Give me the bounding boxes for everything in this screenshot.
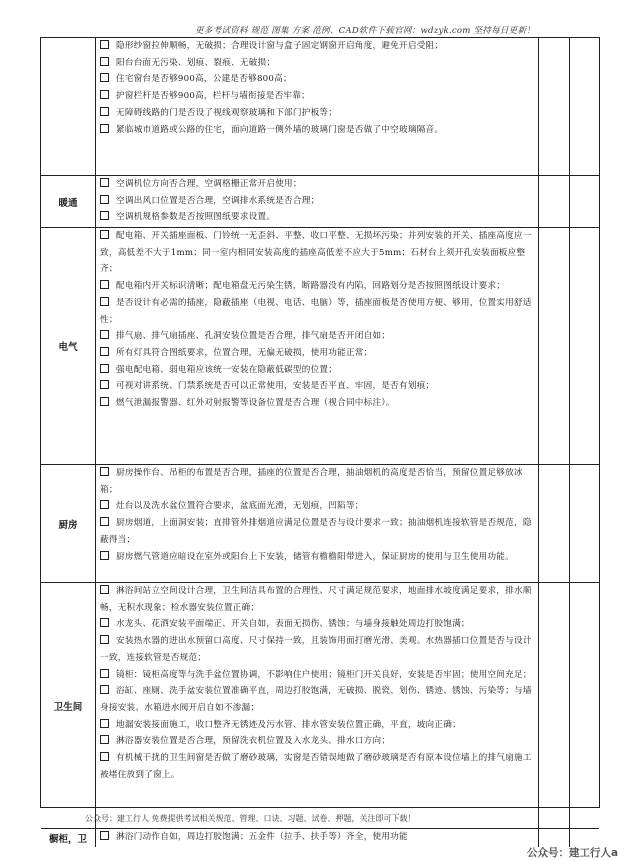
watermark-text: 公众号：建工行人a bbox=[527, 847, 619, 859]
section-bathroom bbox=[41, 582, 599, 828]
check-item: 地漏安装接面施工，收口整齐无锈迹及污水管、排水管安装位置正确，平直，坡向正确； bbox=[96, 717, 538, 734]
check-column-2 bbox=[570, 583, 599, 828]
check-column-1 bbox=[539, 176, 570, 227]
checkbox-icon[interactable] bbox=[100, 330, 109, 339]
check-item: 护窗栏杆是否够900高，栏杆与墙衔接是否牢靠； bbox=[96, 88, 538, 105]
check-item: 安装热水器的进出水预留口高度、尺寸保持一致，且装饰用面打磨光滑、美观。水热器插口位置是否与设计一致，连接软管是否规范； bbox=[100, 636, 532, 663]
category-cell bbox=[41, 38, 96, 175]
checkbox-icon[interactable] bbox=[100, 297, 109, 306]
check-column-1 bbox=[539, 228, 570, 464]
check-item: 水龙头、花洒安装平面端正、开关自如，表面无损伤、锈蚀；与墙身接触处周边打胶饱满； bbox=[96, 616, 538, 633]
checkbox-icon[interactable] bbox=[100, 669, 109, 678]
checkbox-icon[interactable] bbox=[100, 73, 109, 82]
check-column-1 bbox=[539, 583, 570, 828]
check-item: 强电配电箱、弱电箱应该统一安装在隐蔽低碳型的位置； bbox=[96, 362, 538, 379]
checkbox-icon[interactable] bbox=[100, 500, 109, 509]
checkbox-icon[interactable] bbox=[100, 585, 109, 594]
check-item: 配电箱、开关插座面板、门铃统一无歪斜、平整、收口平整、无损坏污染；并列安装的开关、插座高度应一致，高低差不大于1mm；同一室内相同安装高度的插座高低差不应大于5mm；石材台上须开孔安装面板应整齐； bbox=[100, 231, 532, 275]
check-item: 是否设计有必需的插座，隐蔽插座（电视、电话、电脑）等，插座面板是否使用方便、够用，位置实用舒适性； bbox=[100, 297, 532, 325]
checkbox-icon[interactable] bbox=[100, 719, 109, 728]
check-item: 空调机规格参数是否按照图纸要求设置。 bbox=[96, 209, 538, 226]
check-item: 隐形纱窗拉伸顺畅，无破损；合理设计窗与盒子固定钢窗开启角度，避免开启受阻； bbox=[96, 38, 538, 55]
check-item: 淋浴门动作自如，周边打胶饱满；五金件（拉手、扶手等）齐全，使用功能 bbox=[96, 829, 538, 846]
checkbox-icon[interactable] bbox=[100, 635, 109, 644]
checkbox-icon[interactable] bbox=[100, 230, 109, 239]
items-cell bbox=[96, 583, 539, 828]
category-cell: 厨房 bbox=[41, 465, 96, 582]
checkbox-icon[interactable] bbox=[100, 107, 109, 116]
check-item: 厨房燃气管道应暗设在室外或阳台上下安装，储管有檐檐阳带进入，保证厨房的使用与卫生使用功能。 bbox=[96, 549, 538, 566]
check-item: 淋浴器安装位置是否合理，预留洗衣机位置及入水龙头、排水口方向； bbox=[96, 733, 538, 750]
checkbox-icon[interactable] bbox=[100, 467, 109, 476]
check-column-1 bbox=[539, 465, 570, 582]
checkbox-icon[interactable] bbox=[100, 397, 109, 406]
items-cell bbox=[96, 829, 539, 847]
checkbox-icon[interactable] bbox=[100, 380, 109, 389]
check-item: 空调机位方向否合理，空调格栅正常开启使用； bbox=[96, 176, 538, 193]
checkbox-icon[interactable] bbox=[100, 735, 109, 744]
check-item: 无障碍线路的门是否设了视线观察玻璃和下部门护板等； bbox=[96, 105, 538, 122]
checkbox-icon[interactable] bbox=[100, 752, 109, 761]
items-cell bbox=[96, 228, 539, 464]
checkbox-icon[interactable] bbox=[100, 831, 109, 840]
section-windows bbox=[41, 38, 599, 175]
checkbox-icon[interactable] bbox=[100, 347, 109, 356]
check-column-2 bbox=[570, 228, 599, 464]
checkbox-icon[interactable] bbox=[100, 57, 109, 66]
check-item: 浴缸、座厕、洗手盆安装位置准确平直，周边打胶饱满，无破损、脱瓷、划伤、锈迹、锈蚀、污染等；与墙身接安装、水箱进水阀开启自如不渗漏； bbox=[100, 686, 532, 713]
checkbox-icon[interactable] bbox=[100, 178, 109, 187]
check-item: 配电箱内开关标识清晰；配电箱盘无污染生锈，断路器没有内陷，回路划分是否按照图纸设计要求； bbox=[96, 278, 538, 295]
page-header: 更多考试资料 规范 图集 方案 范例、CAD软件下载官网：wdzyk.com 坚持每日更新！ bbox=[195, 26, 536, 36]
section-hvac bbox=[41, 175, 599, 227]
check-item: 可视对讲系统、门禁系统是否可以正常使用，安装是否平直、牢固，是否有划痕； bbox=[96, 378, 538, 395]
checkbox-icon[interactable] bbox=[100, 90, 109, 99]
check-item: 厨房烟道，上面洞安装；直排管外排烟道应满足位置是否与设计要求一致；抽油烟机连接软管是否规范，隐蔽得当； bbox=[100, 518, 532, 545]
section-cabinet bbox=[41, 828, 599, 847]
check-item: 燃气泄漏报警器、红外对射报警等设备位置是否合理（视合同中标注）。 bbox=[96, 395, 538, 412]
checkbox-icon[interactable] bbox=[100, 195, 109, 204]
category-cell: 橱柜，卫 bbox=[41, 829, 96, 847]
category-cell: 暖通 bbox=[41, 176, 96, 227]
items-cell bbox=[96, 38, 539, 175]
footer-note: 公众号：建工行人 免费提供考试相关规范、管理、口诀、习题、试卷、押题，关注即可下载！ bbox=[85, 814, 416, 823]
check-item: 淋浴间站立空间设计合理，卫生间洁具布置的合理性、尺寸满足规范要求，地面排水坡度满足要求，排水顺畅，无积水现象；检水器安装位置正确； bbox=[100, 586, 532, 613]
check-item: 阳台台面无污染、划痕、裂痕、无破损； bbox=[96, 55, 538, 72]
checkbox-icon[interactable] bbox=[100, 551, 109, 560]
check-item: 住宅窗台是否够900高，公建是否够800高； bbox=[96, 71, 538, 88]
checkbox-icon[interactable] bbox=[100, 124, 109, 133]
checkbox-icon[interactable] bbox=[100, 40, 109, 49]
check-column-1 bbox=[539, 38, 570, 175]
section-electrical bbox=[41, 227, 599, 464]
check-item: 所有灯具符合图纸要求，位置合理，无偏无破损，使用功能正常； bbox=[96, 345, 538, 362]
section-kitchen bbox=[41, 464, 599, 582]
check-item: 厨房操作台、吊柜的布置是否合理，插座的位置是否合理，抽油烟机的高度是否恰当，预留位置足够放冰箱； bbox=[100, 468, 523, 495]
check-item: 紧临城市道路或公路的住宅，面向道路一侧外墙的玻璃门窗是否做了中空玻璃隔音。 bbox=[96, 122, 538, 139]
check-column-2 bbox=[570, 38, 599, 175]
checkbox-icon[interactable] bbox=[100, 280, 109, 289]
check-item: 镜柜：镜柜高度等与洗手盆位置协调，不影响住户使用；镜柜门开关良好，安装是否牢固；使用空间充足； bbox=[96, 667, 538, 684]
checkbox-icon[interactable] bbox=[100, 364, 109, 373]
items-cell bbox=[96, 465, 539, 582]
checkbox-icon[interactable] bbox=[100, 618, 109, 627]
check-column-2 bbox=[570, 176, 599, 227]
check-item: 空调出风口位置是否合理，空调排水系统是否合理； bbox=[96, 193, 538, 210]
items-cell bbox=[96, 176, 539, 227]
checkbox-icon[interactable] bbox=[100, 517, 109, 526]
checkbox-icon[interactable] bbox=[100, 685, 109, 694]
check-item: 灶台以及洗水盆位置符合要求，盆底面光滑，无划痕，凹陷等； bbox=[96, 498, 538, 515]
check-item: 排气扇、排气扇插座、孔洞安装位置是否合理，排气扇是否开闭自如； bbox=[96, 328, 538, 345]
checkbox-icon[interactable] bbox=[100, 211, 109, 220]
category-cell: 卫生间 bbox=[41, 583, 96, 828]
check-column-2 bbox=[570, 465, 599, 582]
check-item: 有机械干扰的卫生间窗是否做了磨砂玻璃，实窗是否错误地做了磨砂玻璃是否有原本设位墙上的排气扇施工被堵住放到了窗上。 bbox=[100, 753, 532, 780]
category-cell: 电气 bbox=[41, 228, 96, 464]
